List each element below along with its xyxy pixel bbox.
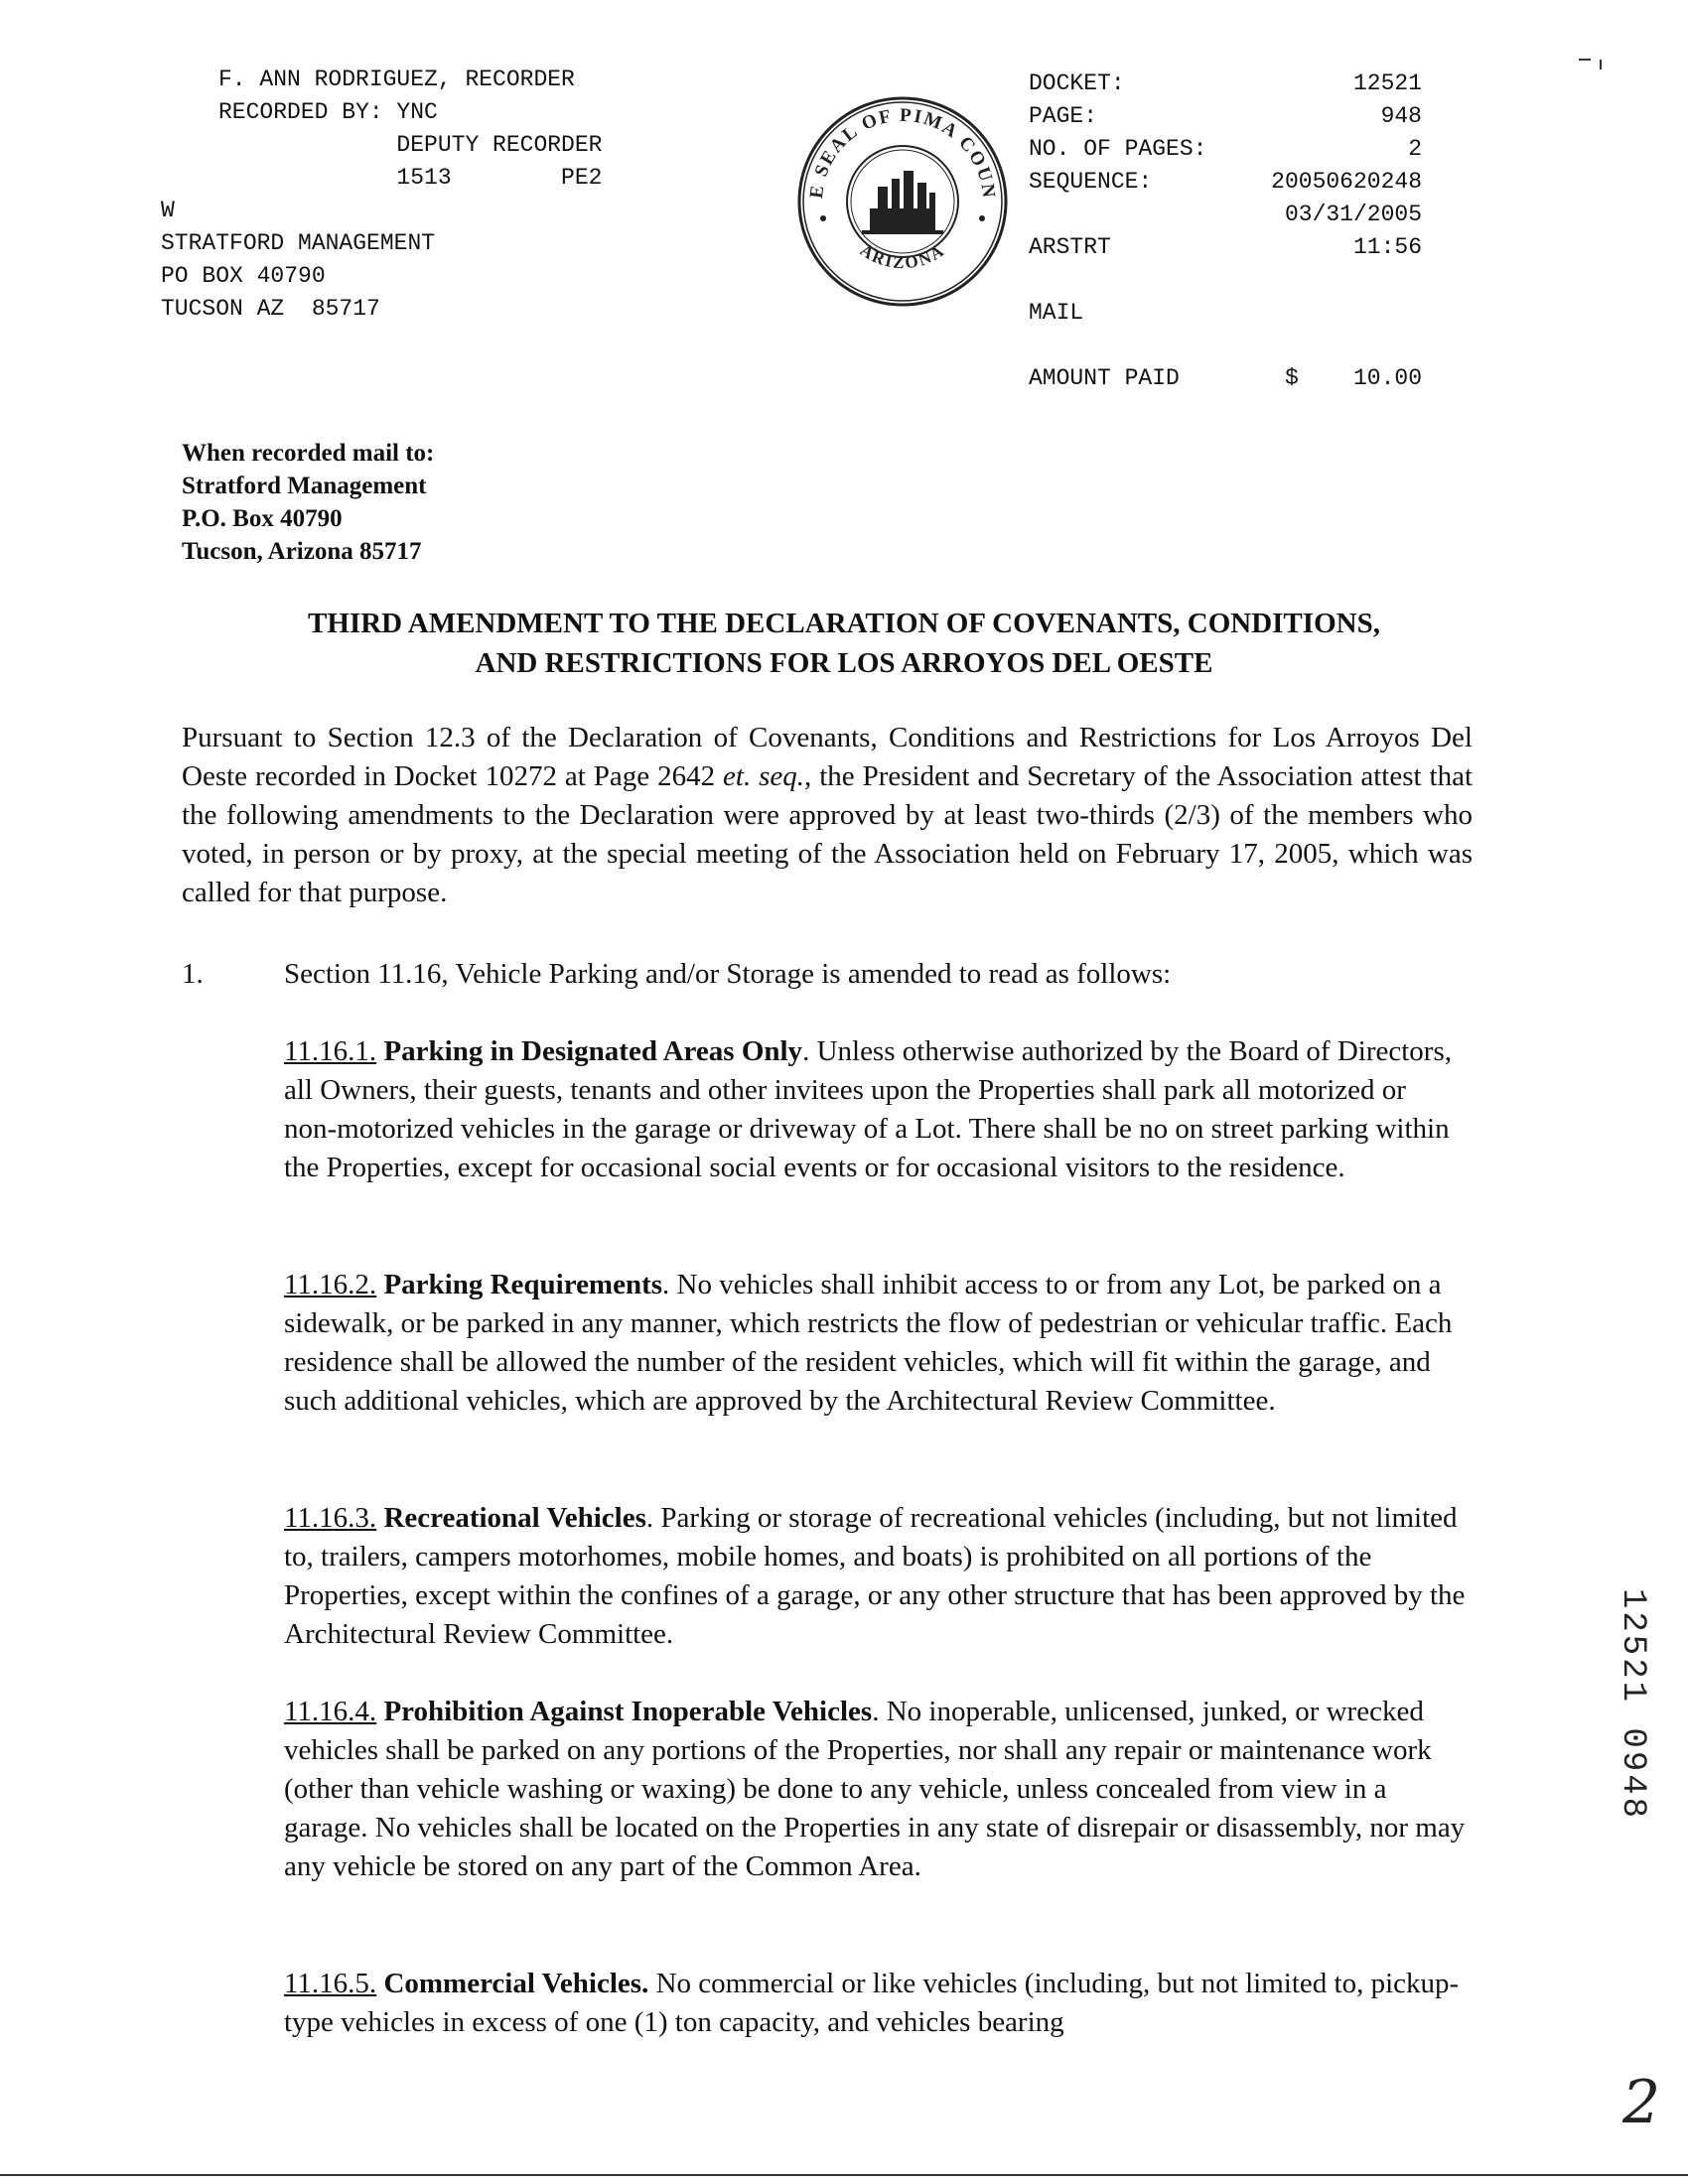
intro-italic: et. seq. bbox=[723, 760, 805, 792]
pima-county-seal bbox=[792, 91, 1013, 312]
amount-paid-row bbox=[1029, 362, 1422, 395]
subsection-11-16-4 bbox=[284, 1693, 1466, 1886]
subsection-body: . Parking or storage of recreational vehicles (including, but not limited to, trailers, campers motorhomes, mobile homes, and boats) is prohibited on all portions of the Properties, except within the confines of a garage, or any other structure that has been approved by the Architectural Review Committee. bbox=[284, 1502, 1466, 1650]
subsection-body: . No inoperable, unlicensed, junked, or wrecked vehicles shall be parked on any portions of the Properties, nor shall any repair or maintenance work (other than vehicle washing or waxing) be done to any vehicle, unless concealed from view in a garage. No vehicles shall be located on the Properties in any state of disrepair or disassembly, nor may any vehicle be stored on any part of the Common Area. bbox=[284, 1696, 1466, 1882]
item-number: 1. bbox=[182, 958, 204, 990]
pages-count-row bbox=[1029, 133, 1422, 166]
row-value: $ 10.00 bbox=[1284, 365, 1422, 391]
handwritten-page-number bbox=[1615, 2067, 1684, 2136]
row-value: 2 bbox=[1408, 136, 1422, 162]
time-row bbox=[1029, 231, 1422, 264]
subsection-11-16-5 bbox=[284, 1965, 1466, 2042]
mail-to-line: Tucson, Arizona 85717 bbox=[182, 538, 422, 565]
recorder-line: DEPUTY RECORDER bbox=[218, 132, 603, 158]
amendment-item-1 bbox=[182, 955, 1473, 994]
title-line-1: THIRD AMENDMENT TO THE DECLARATION OF COVENANTS, CONDITIONS, bbox=[308, 608, 1380, 639]
recorder-line: STRATFORD MANAGEMENT bbox=[161, 230, 436, 256]
subsection-11-16-2 bbox=[284, 1266, 1466, 1421]
row-label: PAGE: bbox=[1029, 103, 1098, 129]
row-value: 12521 bbox=[1352, 70, 1422, 96]
recorder-line: TUCSON AZ 85717 bbox=[161, 296, 380, 322]
subsection-ref: 11.16.3. bbox=[284, 1502, 377, 1534]
subsection-ref: 11.16.5. bbox=[284, 1968, 377, 1999]
docket-row bbox=[1029, 68, 1422, 100]
recorder-info-block bbox=[161, 64, 774, 326]
recorder-line: W bbox=[161, 198, 175, 223]
margin-stamp-text: 12521 0948 bbox=[1614, 1588, 1651, 1822]
row-label: NO. OF PAGES: bbox=[1029, 136, 1207, 162]
date-row bbox=[1029, 199, 1422, 231]
mail-to-block bbox=[182, 437, 434, 568]
blank-row bbox=[1029, 264, 1422, 297]
row-label: DOCKET: bbox=[1029, 70, 1125, 96]
subsection-heading: Commercial Vehicles. bbox=[383, 1968, 649, 1999]
intro-text: Pursuant to Section 12.3 of the Declaration of Covenants, Conditions and Restrictions for Los Arroyos Del Oeste recorded in Docket 10272 at Page 2642 bbox=[182, 722, 1473, 792]
seal-text-bottom: ARIZONA bbox=[856, 240, 949, 273]
subsection-ref: 11.16.1. bbox=[284, 1035, 377, 1067]
row-value: 20050620248 bbox=[1271, 169, 1422, 195]
item-text: Section 11.16, Vehicle Parking and/or Storage is amended to read as follows: bbox=[284, 958, 1172, 990]
docket-margin-stamp bbox=[1611, 1588, 1654, 1886]
subsection-heading: Parking in Designated Areas Only bbox=[383, 1035, 803, 1067]
handwritten-number-text: 2 bbox=[1622, 2068, 1661, 2136]
blank-row bbox=[1029, 330, 1422, 362]
subsection-ref: 11.16.4. bbox=[284, 1696, 377, 1727]
recorder-line: F. ANN RODRIGUEZ, RECORDER bbox=[218, 67, 575, 92]
row-label: MAIL bbox=[1029, 300, 1084, 326]
subsection-11-16-3 bbox=[284, 1499, 1466, 1654]
sequence-row bbox=[1029, 166, 1422, 199]
subsection-body: . Unless otherwise authorized by the Board of Directors, all Owners, their guests, tenants and other invitees upon the Properties shall park all motorized or non-motorized vehicles in the garage or driveway of a Lot. There shall be no on street parking within the Properties, except for occasional social events or for occasional visitors to the residence. bbox=[284, 1035, 1452, 1183]
intro-paragraph bbox=[182, 719, 1473, 912]
intro-text: , the President and Secretary of the Association attest that the following amendments to the Declaration were approved by at least two-thirds (2/3) of the members who voted, in person or by proxy, at the special meeting of the Association held on February 17, 2005, which was called for that purpose. bbox=[182, 760, 1473, 908]
subsection-ref: 11.16.2. bbox=[284, 1269, 377, 1300]
row-label: AMOUNT PAID bbox=[1029, 365, 1180, 391]
scan-mark-icon bbox=[1577, 54, 1607, 73]
row-value: 03/31/2005 bbox=[1284, 202, 1422, 227]
seal-icon bbox=[792, 91, 1013, 312]
row-value: 11:56 bbox=[1352, 234, 1422, 260]
subsection-body: . No vehicles shall inhibit access to or from any Lot, be parked on a sidewalk, or be parked in any manner, which restricts the flow of pedestrian or vehicular traffic. Each residence shall be allowed the number of the resident vehicles, which will fit within the garage, and such additional vehicles, which are approved by the Architectural Review Committee. bbox=[284, 1269, 1453, 1417]
recording-details-block bbox=[1029, 68, 1422, 395]
seal-text-top: E SEAL OF PIMA COUN bbox=[805, 104, 1000, 201]
mail-to-line: Stratford Management bbox=[182, 473, 427, 499]
row-label: SEQUENCE: bbox=[1029, 169, 1153, 195]
title-line-2: AND RESTRICTIONS FOR LOS ARROYOS DEL OESTE bbox=[475, 647, 1213, 679]
subsection-heading: Prohibition Against Inoperable Vehicles bbox=[383, 1696, 873, 1727]
recorder-line: 1513 PE2 bbox=[218, 165, 603, 191]
mail-row bbox=[1029, 297, 1422, 330]
subsection-heading: Parking Requirements bbox=[383, 1269, 663, 1300]
page-bottom-edge bbox=[0, 2174, 1688, 2176]
recorder-line: PO BOX 40790 bbox=[161, 263, 326, 289]
row-label: ARSTRT bbox=[1029, 234, 1111, 260]
document-title bbox=[159, 604, 1529, 683]
mail-to-line: When recorded mail to: bbox=[182, 440, 435, 467]
subsection-body: No commercial or like vehicles (including, but not limited to, pickup-type vehicles in excess of one (1) ton capacity, and vehicles bearing bbox=[284, 1968, 1460, 2038]
mail-to-line: P.O. Box 40790 bbox=[182, 505, 343, 532]
svg-text:ARIZONA bbox=[857, 240, 948, 272]
recorder-line: RECORDED BY: YNC bbox=[218, 99, 438, 125]
subsection-11-16-1 bbox=[284, 1032, 1466, 1187]
row-value: 948 bbox=[1380, 103, 1422, 129]
page-row bbox=[1029, 100, 1422, 133]
subsection-heading: Recreational Vehicles bbox=[383, 1502, 646, 1534]
